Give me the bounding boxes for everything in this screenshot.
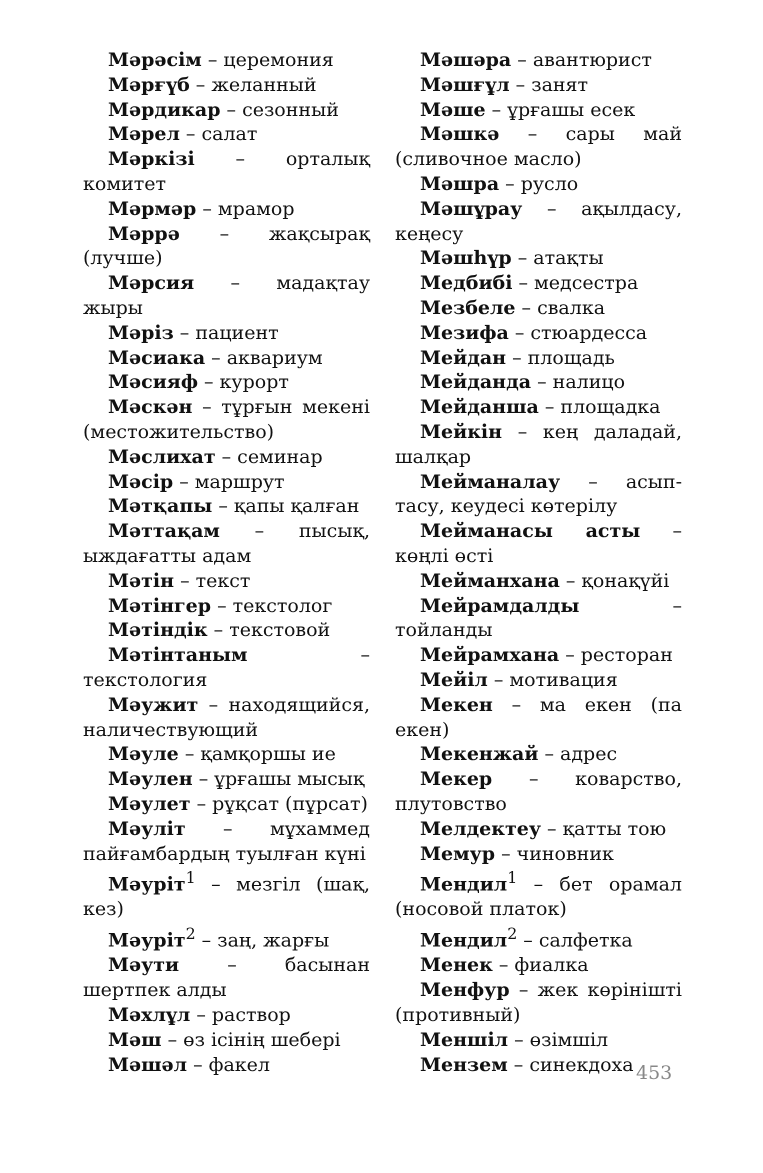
dictionary-entry [83, 73, 370, 98]
entry-headword: Медбибі [420, 272, 513, 295]
entry-definition: – мадақтау жыры [83, 272, 370, 319]
entry-definition: – фиалка [492, 954, 589, 977]
entry-headword: Мәрәсім [108, 49, 202, 71]
entry-headword: Мәттақам [108, 520, 220, 543]
dictionary-entry [395, 73, 682, 98]
dictionary-entry [83, 953, 370, 1003]
dictionary-entry [83, 321, 370, 346]
entry-definition: – текстовой [207, 619, 331, 642]
entry-definition: – қонақүйі [559, 569, 670, 592]
entry-definition: – сезонный [220, 98, 339, 121]
dictionary-entry [83, 1028, 370, 1053]
dictionary-entry [395, 197, 682, 247]
dictionary-entry [395, 395, 682, 420]
dictionary-entry [395, 519, 682, 569]
entry-headword: Мезифа [420, 321, 509, 344]
entry-definition: – чиновник [495, 842, 614, 865]
entry-headword: Мейманалау [420, 470, 561, 493]
entry-definition: – занят [509, 73, 589, 96]
entry-definition: – заң, жарғы [195, 929, 330, 952]
dictionary-entry [83, 470, 370, 495]
entry-headword: Мейрамхана [420, 644, 560, 667]
entry-headword: Мензем [420, 1053, 508, 1076]
left-column [83, 48, 370, 1077]
right-column [395, 48, 682, 1077]
entry-superscript: 2 [185, 924, 196, 944]
dictionary-entry [83, 147, 370, 197]
dictionary-entry [83, 346, 370, 371]
entry-definition: – тұрғын мекені (местожительство) [83, 396, 370, 443]
entry-headword: Менек [420, 954, 493, 977]
entry-definition: – ұрғашы мысық [192, 768, 365, 791]
entry-headword: Мәсияф [108, 371, 198, 394]
dictionary-entry [395, 470, 682, 520]
entry-definition: – текстология [83, 644, 370, 691]
entry-headword: Мәхлұл [108, 1003, 191, 1026]
entry-headword: Мәтіндік [108, 619, 208, 642]
entry-definition: – адрес [538, 743, 618, 766]
entry-superscript: 1 [507, 868, 518, 888]
entry-definition: – салат [179, 123, 258, 146]
dictionary-entry [395, 321, 682, 346]
entry-definition: – семинар [215, 445, 323, 468]
entry-definition: – ақылдасу, кеңесу [395, 197, 682, 245]
dictionary-entry [395, 668, 682, 693]
entry-headword: Мәулен [108, 768, 193, 791]
dictionary-entry [395, 866, 682, 922]
entry-headword: Мәшғұл [420, 73, 510, 96]
entry-headword: Мәуріт [108, 929, 186, 952]
dictionary-entry [395, 370, 682, 395]
entry-headword: Мекен [420, 693, 493, 716]
entry-headword: Мендил [420, 873, 508, 896]
entry-definition: – ұрғашы есек [485, 98, 636, 121]
entry-headword: Мәррә [108, 222, 180, 245]
entry-headword: Мәрғүб [108, 73, 190, 96]
entry-definition: – салфетка [517, 929, 633, 952]
dictionary-entry [83, 742, 370, 767]
entry-headword: Мекенжай [420, 743, 539, 766]
dictionary-entry [395, 767, 682, 817]
dictionary-entry [83, 271, 370, 321]
entry-headword: Мәтінгер [108, 594, 212, 617]
entry-definition: – асып-тасу, кеудесі көтерілу [395, 470, 682, 518]
entry-headword: Мәш [108, 1028, 162, 1051]
entry-definition: – қамқоршы ие [178, 743, 336, 766]
entry-headword: Мейдан [420, 346, 507, 369]
dictionary-entry [395, 346, 682, 371]
entry-headword: Мәрел [108, 123, 180, 146]
entry-definition: – текстолог [211, 594, 333, 617]
entry-headword: Мәтінтаным [108, 644, 248, 667]
entry-headword: Мәсір [108, 470, 174, 493]
entry-definition: – желанный [189, 73, 317, 96]
dictionary-entry [395, 172, 682, 197]
dictionary-entry [83, 494, 370, 519]
entry-definition: – қатты тою [541, 817, 667, 840]
dictionary-entry [83, 693, 370, 743]
entry-definition: – кең даладай, шалқар [395, 420, 682, 468]
entry-definition: – орталық комитет [83, 148, 370, 195]
entry-headword: Мейманхана [420, 569, 560, 592]
dictionary-entry [395, 742, 682, 767]
entry-headword: Мәути [108, 954, 180, 977]
entry-headword: Мәшұрау [420, 197, 523, 220]
dictionary-entry [83, 1003, 370, 1028]
entry-definition: – коварство, плутовство [395, 768, 682, 815]
entry-definition: – русло [499, 172, 579, 195]
dictionary-entry [395, 594, 682, 644]
entry-headword: Мәріз [108, 321, 174, 344]
entry-definition: – жек көрінішті (противный) [395, 979, 682, 1026]
entry-superscript: 2 [507, 924, 518, 944]
entry-definition: – мезгіл (шақ, кез) [83, 873, 370, 921]
entry-headword: Мәше [420, 98, 486, 121]
entry-headword: Мәшкә [420, 123, 500, 146]
entry-definition: – мұхаммед пайғамбардың туылған күні [83, 817, 370, 865]
entry-headword: Мәрсия [108, 272, 195, 295]
dictionary-entry [395, 922, 682, 953]
dictionary-entry [83, 792, 370, 817]
entry-headword: Мейрамдалды [420, 594, 580, 617]
page-number: 453 [636, 1062, 673, 1084]
dictionary-entry [83, 569, 370, 594]
entry-headword: Мезбеле [420, 296, 516, 319]
entry-definition: – өз ісінің шебері [161, 1028, 341, 1051]
entry-superscript: 1 [185, 868, 196, 888]
entry-definition: – тойланды [395, 594, 682, 642]
entry-definition: – аквариум [205, 346, 323, 369]
entry-definition: – қапы қалған [212, 495, 360, 518]
entry-definition: – стюардесса [508, 321, 648, 344]
entry-headword: Мекер [420, 768, 493, 791]
dictionary-entry [83, 922, 370, 953]
dictionary-entry [83, 48, 370, 73]
entry-headword: Мәтқапы [108, 495, 213, 518]
entry-definition: – жақсырақ (лучше) [83, 222, 370, 270]
dictionary-entry [83, 519, 370, 569]
entry-definition: – пациент [173, 321, 279, 344]
dictionary-entry [83, 122, 370, 147]
entry-headword: Мендил [420, 929, 508, 952]
dictionary-entry [83, 197, 370, 222]
dictionary-entry [395, 569, 682, 594]
entry-definition: – мрамор [196, 197, 295, 220]
entry-headword: Мейданша [420, 396, 539, 419]
dictionary-entry [395, 817, 682, 842]
dictionary-entry [83, 370, 370, 395]
entry-headword: Мәшәл [108, 1053, 188, 1076]
entry-headword: Мәркізі [108, 148, 195, 171]
entry-headword: Меншіл [420, 1028, 509, 1051]
dictionary-entry [83, 445, 370, 470]
entry-definition: – площадка [538, 396, 661, 419]
entry-definition: – пысық, ыждағатты адам [83, 520, 370, 567]
dictionary-entry [83, 1053, 370, 1078]
entry-definition: – раствор [190, 1003, 291, 1026]
entry-definition: – находящийся, наличествующий [83, 693, 370, 741]
dictionary-entry [395, 420, 682, 470]
entry-headword: Мәуліт [108, 817, 186, 840]
dictionary-entry [395, 953, 682, 978]
entry-definition: – мотивация [487, 668, 618, 691]
entry-definition: – свалка [515, 296, 606, 319]
dictionary-entry [395, 296, 682, 321]
entry-definition: – текст [174, 569, 251, 592]
dictionary-entry [83, 395, 370, 445]
entry-definition: – синекдоха [507, 1053, 634, 1076]
entry-definition: – бет орамал (носовой платок) [395, 873, 682, 921]
entry-headword: Мәужит [108, 693, 199, 716]
dictionary-entry [395, 842, 682, 867]
dictionary-entry [395, 978, 682, 1028]
entry-headword: Мейіл [420, 668, 488, 691]
dictionary-entry [395, 271, 682, 296]
entry-headword: Мәшра [420, 172, 500, 195]
entry-headword: Мейданда [420, 371, 532, 394]
dictionary-entry [83, 643, 370, 693]
dictionary-entry [83, 817, 370, 867]
dictionary-entry [83, 222, 370, 272]
entry-headword: Мәтін [108, 569, 175, 592]
entry-definition: – авантюрист [511, 49, 652, 71]
entry-headword: Мейманасы асты [420, 520, 641, 543]
entry-headword: Мәуле [108, 743, 179, 766]
dictionary-entry [395, 48, 682, 73]
entry-headword: Мейкін [420, 420, 503, 443]
entry-definition: – атақты [511, 247, 604, 270]
dictionary-entry [83, 98, 370, 123]
entry-headword: Мәуріт [108, 873, 186, 896]
dictionary-entry [395, 246, 682, 271]
entry-headword: Мәшәра [420, 49, 512, 71]
dictionary-entry [83, 618, 370, 643]
entry-headword: Менфур [420, 979, 510, 1002]
dictionary-entry [395, 693, 682, 743]
entry-definition: – ресторан [559, 644, 673, 667]
entry-definition: – медсестра [512, 272, 639, 295]
entry-headword: Мәулет [108, 792, 191, 815]
dictionary-entry [395, 1028, 682, 1053]
entry-headword: Мәрдикар [108, 98, 221, 121]
dictionary-entry [395, 98, 682, 123]
entry-definition: – площадь [506, 346, 615, 369]
entry-definition: – маршрут [173, 470, 285, 493]
entry-definition: – церемония [201, 49, 334, 71]
entry-definition: – басынан шертпек алды [83, 954, 370, 1002]
dictionary-entry [83, 767, 370, 792]
entry-headword: Мәслихат [108, 445, 216, 468]
dictionary-entry [83, 594, 370, 619]
entry-headword: Мелдектеу [420, 817, 542, 840]
entry-headword: Мәшһүр [420, 247, 512, 270]
entry-definition: – сары май (сливочное масло) [395, 123, 682, 171]
entry-definition: – өзімшіл [508, 1028, 609, 1051]
dictionary-entry [395, 643, 682, 668]
dictionary-entry [83, 866, 370, 922]
entry-definition: – көңлі өсті [395, 520, 682, 567]
entry-headword: Мәрмәр [108, 197, 197, 220]
dictionary-entry [395, 122, 682, 172]
entry-definition: – рұқсат (пұрсат) [190, 792, 368, 815]
entry-headword: Мәсиака [108, 346, 206, 369]
entry-definition: – ма екен (па екен) [395, 693, 682, 741]
entry-headword: Мемур [420, 842, 496, 865]
entry-headword: Мәскән [108, 396, 193, 419]
entry-definition: – факел [187, 1053, 270, 1076]
entry-definition: – курорт [197, 371, 289, 394]
entry-definition: – налицо [531, 371, 626, 394]
